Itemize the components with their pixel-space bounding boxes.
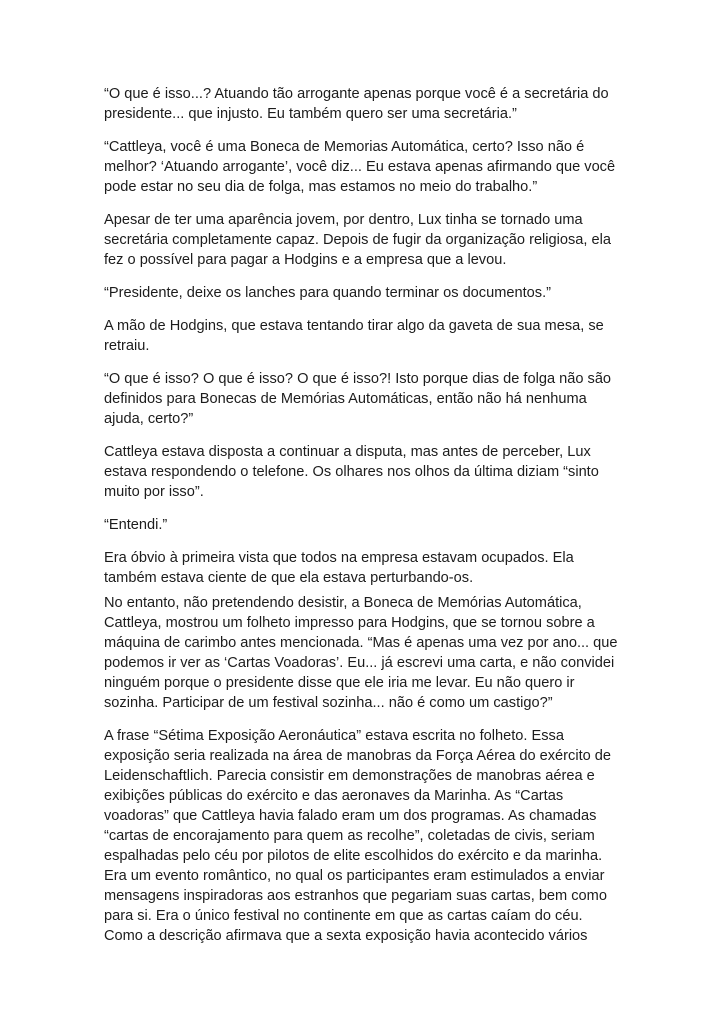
text-line: A mão de Hodgins, que estava tentando tirar algo da gaveta de sua mesa, se <box>104 318 604 334</box>
paragraph-8 <box>104 515 620 535</box>
text-line: Apesar de ter uma aparência jovem, por dentro, Lux tinha se tornado uma <box>104 212 583 228</box>
text-line: A frase “Sétima Exposição Aeronáutica” estava escrita no folheto. Essa <box>104 728 564 744</box>
text-line: presidente... que injusto. Eu também quero ser uma secretária.” <box>104 106 517 122</box>
paragraph-2 <box>104 137 620 197</box>
text-line: exibições públicas do exército e das aeronaves da Marinha. As “Cartas <box>104 788 564 804</box>
text-line: também estava ciente de que ela estava perturbando-os. <box>104 570 474 586</box>
text-line: No entanto, não pretendendo desistir, a Boneca de Memórias Automática, <box>104 595 582 611</box>
text-line: espalhadas pelo céu por pilotos de elite escolhidos do exército e da marinha. <box>104 848 603 864</box>
text-line: podemos ir ver as ‘Cartas Voadoras’. Eu... já escrevi uma carta, e não convidei <box>104 655 615 671</box>
paragraph-1 <box>104 84 620 124</box>
text-line: ninguém porque o presidente disse que ele iria me levar. Eu não quero ir <box>104 675 575 691</box>
text-line: “Presidente, deixe os lanches para quando terminar os documentos.” <box>104 285 551 301</box>
text-line: “Entendi.” <box>104 517 168 533</box>
text-line: “Cattleya, você é uma Boneca de Memorias Automática, certo? Isso não é <box>104 139 585 155</box>
text-line: definidos para Bonecas de Memórias Automáticas, então não há nenhuma <box>104 391 587 407</box>
text-line: para si. Era o único festival no continente em que as cartas caíam do céu. <box>104 908 583 924</box>
paragraph-3 <box>104 210 620 270</box>
paragraph-5 <box>104 316 620 356</box>
text-line: mensagens inspiradoras aos estranhos que pegariam suas cartas, bem como <box>104 888 607 904</box>
text-line: Era um evento romântico, no qual os participantes eram estimulados a enviar <box>104 868 605 884</box>
text-line: “O que é isso...? Atuando tão arrogante apenas porque você é a secretária do <box>104 86 609 102</box>
paragraph-10 <box>104 593 620 713</box>
text-line: sozinha. Participar de um festival sozinha... não é como um castigo?” <box>104 695 553 711</box>
text-line: Cattleya, mostrou um folheto impresso para Hodgins, que se tornou sobre a <box>104 615 595 631</box>
paragraph-11 <box>104 726 620 946</box>
paragraph-9 <box>104 548 620 588</box>
paragraph-4 <box>104 283 620 303</box>
text-line: “cartas de encorajamento para quem as recolhe”, coletadas de civis, seriam <box>104 828 595 844</box>
text-line: voadoras” que Cattleya havia falado eram um dos programas. As chamadas <box>104 808 597 824</box>
text-line: exposição seria realizada na área de manobras da Força Aérea do exército de <box>104 748 612 764</box>
text-line: máquina de carimbo antes mencionada. “Mas é apenas uma vez por ano... que <box>104 635 618 651</box>
text-line: Era óbvio à primeira vista que todos na empresa estavam ocupados. Ela <box>104 550 574 566</box>
text-line: “O que é isso? O que é isso? O que é isso?! Isto porque dias de folga não são <box>104 371 612 387</box>
text-line: Leidenschaftlich. Parecia consistir em demonstrações de manobras aérea e <box>104 768 595 784</box>
text-line: melhor? ‘Atuando arrogante’, você diz... Eu estava apenas afirmando que você <box>104 159 616 175</box>
text-line: fez o possível para pagar a Hodgins e a empresa que a levou. <box>104 252 507 268</box>
paragraph-6 <box>104 369 620 429</box>
text-line: secretária completamente capaz. Depois de fugir da organização religiosa, ela <box>104 232 612 248</box>
text-line: muito por isso”. <box>104 484 204 500</box>
paragraph-7 <box>104 442 620 502</box>
text-line: retraiu. <box>104 338 150 354</box>
text-line: Como a descrição afirmava que a sexta exposição havia acontecido vários <box>104 928 588 944</box>
text-line: estava respondendo o telefone. Os olhares nos olhos da última diziam “sinto <box>104 464 599 480</box>
text-line: pode estar no seu dia de folga, mas estamos no meio do trabalho.” <box>104 179 538 195</box>
text-line: Cattleya estava disposta a continuar a disputa, mas antes de perceber, Lux <box>104 444 591 460</box>
text-line: ajuda, certo?” <box>104 411 194 427</box>
document-body <box>104 84 620 959</box>
